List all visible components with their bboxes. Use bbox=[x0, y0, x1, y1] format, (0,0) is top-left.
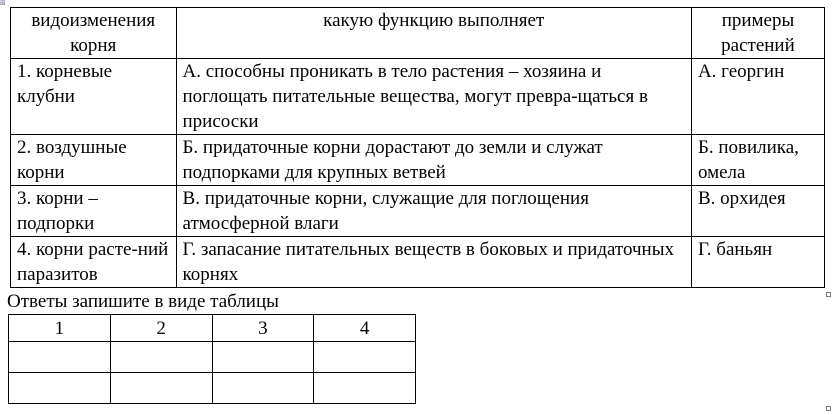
table-row bbox=[11, 135, 825, 186]
answer-cell[interactable] bbox=[110, 342, 212, 373]
cell-example: Г. баньян bbox=[691, 237, 824, 288]
table-row bbox=[11, 186, 825, 237]
cell-example: Б. повилика, омела bbox=[691, 135, 824, 186]
cell-modification: 1. корневые клубни bbox=[11, 59, 177, 135]
answer-cell[interactable] bbox=[212, 342, 314, 373]
answer-cell[interactable] bbox=[9, 342, 111, 373]
cell-modification: 2. воздушные корни bbox=[11, 135, 177, 186]
cell-function: Г. запасание питательных веществ в боковых и придаточных корнях bbox=[176, 237, 691, 288]
answers-header-row bbox=[9, 315, 416, 342]
table-row bbox=[11, 237, 825, 288]
cell-example: А. георгин bbox=[691, 59, 824, 135]
answers-column-2: 2 bbox=[110, 315, 212, 342]
answer-cell[interactable] bbox=[9, 373, 111, 404]
table-move-handle-icon[interactable]: ⊞ bbox=[0, 0, 6, 7]
table-resize-handle-icon[interactable] bbox=[826, 406, 831, 411]
header-examples: примеры растений bbox=[691, 8, 824, 59]
matching-table bbox=[10, 7, 825, 288]
cell-function: В. придаточные корни, служащие для поглощения атмосферной влаги bbox=[176, 186, 691, 237]
answer-cell[interactable] bbox=[314, 342, 416, 373]
answers-column-4: 4 bbox=[314, 315, 416, 342]
answers-column-1: 1 bbox=[9, 315, 111, 342]
header-function: какую функцию выполняет bbox=[176, 8, 691, 59]
answers-table bbox=[8, 314, 416, 404]
cell-modification: 4. корни расте-ний паразитов bbox=[11, 237, 177, 288]
table-resize-handle-icon[interactable] bbox=[826, 292, 831, 297]
header-modification: видоизменения корня bbox=[11, 8, 177, 59]
answers-caption: Ответы запишите в виде таблицы bbox=[7, 291, 279, 312]
answers-column-3: 3 bbox=[212, 315, 314, 342]
answers-blank-row bbox=[9, 373, 416, 404]
cell-function: А. способны проникать в тело растения – хозяина и поглощать питательные вещества, могут превра-щаться в присоски bbox=[176, 59, 691, 135]
answer-cell[interactable] bbox=[212, 373, 314, 404]
answer-cell[interactable] bbox=[110, 373, 212, 404]
table-header-row bbox=[11, 8, 825, 59]
answer-cell[interactable] bbox=[314, 373, 416, 404]
cell-example: В. орхидея bbox=[691, 186, 824, 237]
answers-blank-row bbox=[9, 342, 416, 373]
table-row bbox=[11, 59, 825, 135]
cell-function: Б. придаточные корни дорастают до земли и служат подпорками для крупных ветвей bbox=[176, 135, 691, 186]
cell-modification: 3. корни – подпорки bbox=[11, 186, 177, 237]
